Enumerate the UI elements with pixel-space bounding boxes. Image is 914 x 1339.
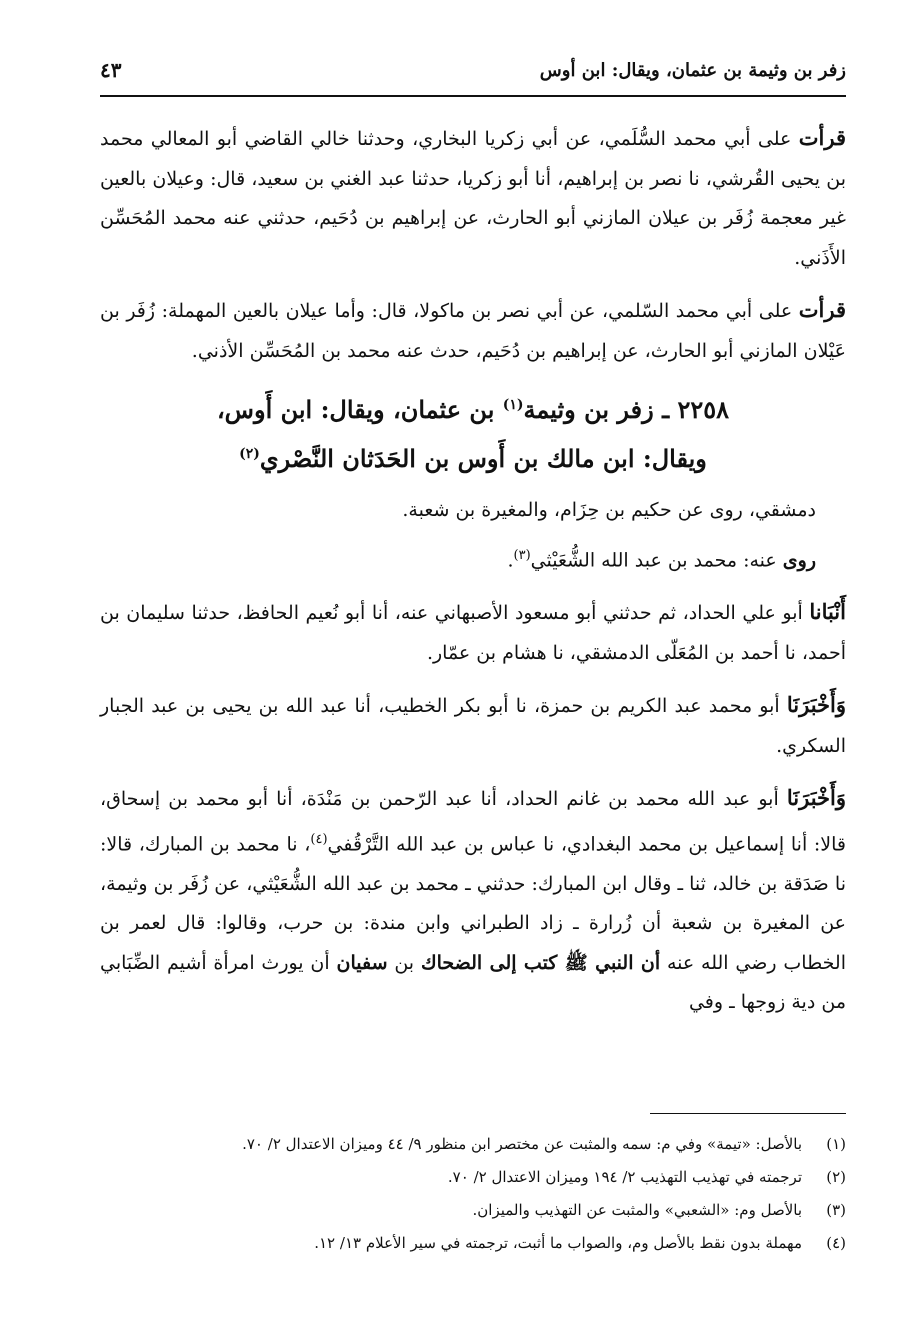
header-rule [100,95,846,97]
paragraph-lead: وَأَخْبَرَنَا [786,785,846,811]
footnote-2 [100,1161,846,1194]
entry-heading-line-2 [100,432,846,481]
footnote-1 [100,1128,846,1161]
footnotes [100,1128,846,1260]
intro-lead: روى [782,549,816,572]
paragraph-text: أبو علي الحداد، ثم حدثني أبو مسعود الأصبهاني عنه، أنا أبو نُعيم الحافظ، حدثنا سليمان بن أحمد، نا أحمد بن المُعَلّى الدمشقي، نا هشام بن عمّار. [100,602,846,664]
paragraph-text: ، نا محمد بن المبارك، قالا: نا صَدَقة بن خالد، ثنا ـ وقال ابن المبارك: حدثني ـ محمد بن عبد الله الشُّعَيْثي، عن زُفَر بن وثيمة، عن المغيرة بن شعبة أن زُرارة ـ زاد الطبراني وابن مندة: بن حرب، وقالوا: قال لعمر بن الخطاب رضي الله عنه [100,833,846,974]
footnote-ref-2[interactable]: (٢) [239,446,260,462]
paragraph-text: على أبي محمد السُّلَمي، عن أبي زكريا البخاري، وحدثنا خالي القاضي أبو المعالي محمد بن يحيى القُرشي، نا نصر بن إبراهيم، أنا أبو زكريا، حدثنا عبد الغني بن سعيد، قال: وعيلان بالعين غير معجمة زُفَر بن عيلان المازني أبو الحارث، عن إبراهيم بن دُحَيم، حدثني عنه محمد المُحَسِّن الأَذَني. [100,128,846,269]
paragraph-text: أن يورث امرأة أشيم الضِّبَابي من دية زوجها ـ وفي [100,951,846,1014]
paragraph-bold: سفيان [336,951,388,974]
footnote-ref-4[interactable]: (٤) [310,831,328,847]
intro-text: عنه: محمد بن عبد الله الشُّعَيْثي [530,549,783,572]
footnote-3 [100,1194,846,1227]
running-title: زفر بن وثيمة بن عثمان، ويقال: ابن أوس [539,60,846,81]
body-text [100,118,846,1035]
footnote-ref-3[interactable]: (٣) [513,548,531,563]
footnote-number: (٣) [826,1201,846,1219]
footnote-text: مهملة بدون نقط بالأصل وم، والصواب ما أثبت، ترجمته في سير الأعلام ١٣/ ١٢. [314,1234,802,1252]
footnote-text: ترجمته في تهذيب التهذيب ٢/ ١٩٤ وميزان الاعتدال ٢/ ٧٠. [447,1168,802,1186]
paragraph-1 [100,118,846,278]
paragraph-3 [100,592,846,673]
footnote-number: (٤) [826,1234,846,1252]
paragraph-4 [100,685,846,766]
paragraph-lead: قرأت [798,297,846,322]
entry-heading-part: ويقال: ابن مالك بن أَوس بن الحَدَثان النَّصْري [259,444,707,473]
entry-intro-line-2 [100,536,846,580]
intro-end: . [507,549,514,572]
footnote-ref-1[interactable]: (١) [502,397,524,413]
paragraph-text: بن [387,951,421,974]
entry-heading [100,383,846,481]
paragraph-5 [100,778,846,1022]
paragraph-lead: وَأَخْبَرَنَا [786,692,846,718]
entry-heading-line-1 [100,383,846,432]
footnote-text: بالأصل: «تيمة» وفي م: سمه والمثبت عن مختصر ابن منظور ٩/ ٤٤ وميزان الاعتدال ٢/ ٧٠. [242,1135,802,1153]
footnote-separator [650,1113,846,1114]
footnote-number: (١) [826,1135,846,1153]
paragraph-text: على أبي محمد السّلمي، عن أبي نصر بن ماكولا، قال: وأما عيلان بالعين المهملة: زُفَر بن عَيْلان المازني أبو الحارث، عن إبراهيم بن دُحَيم، حدث عنه محمد بن المُحَسِّن الأذني. [100,300,846,362]
entry-heading-part: بن عثمان، ويقال: ابن أَوس، [216,395,503,424]
entry-heading-part: ٢٢٥٨ ـ زفر بن وثيمة [523,395,730,424]
entry-intro-line-1: دمشقي، روى عن حكيم بن حِزَام، والمغيرة بن شعبة. [402,499,816,521]
page-number: ٤٣ [100,58,122,82]
footnote-4 [100,1227,846,1260]
footnote-text: بالأصل وم: «الشعبي» والمثبت عن التهذيب والميزان. [472,1201,802,1219]
paragraph-lead: قرأت [798,125,846,150]
paragraph-2 [100,290,846,371]
paragraph-text: أبو محمد عبد الكريم بن حمزة، نا أبو بكر الخطيب، أنا عبد الله بن يحيى بن عبد الجبار السكري. [100,695,846,757]
footnote-number: (٢) [826,1168,846,1186]
paragraph-bold: أن النبي ﷺ كتب إلى الضحاك [420,951,661,974]
paragraph-lead: أَنْبَانا [809,599,846,625]
paragraph-text: أبو عبد الله محمد بن غانم الحداد، أنا عبد الرّحمن بن مَنْدَة، أنا أبو محمد بن إسحاق، قالا: أنا إسماعيل بن محمد البغدادي، نا عباس بن عبد الله التَّرْقُفي [100,788,847,856]
page-header [100,58,846,94]
